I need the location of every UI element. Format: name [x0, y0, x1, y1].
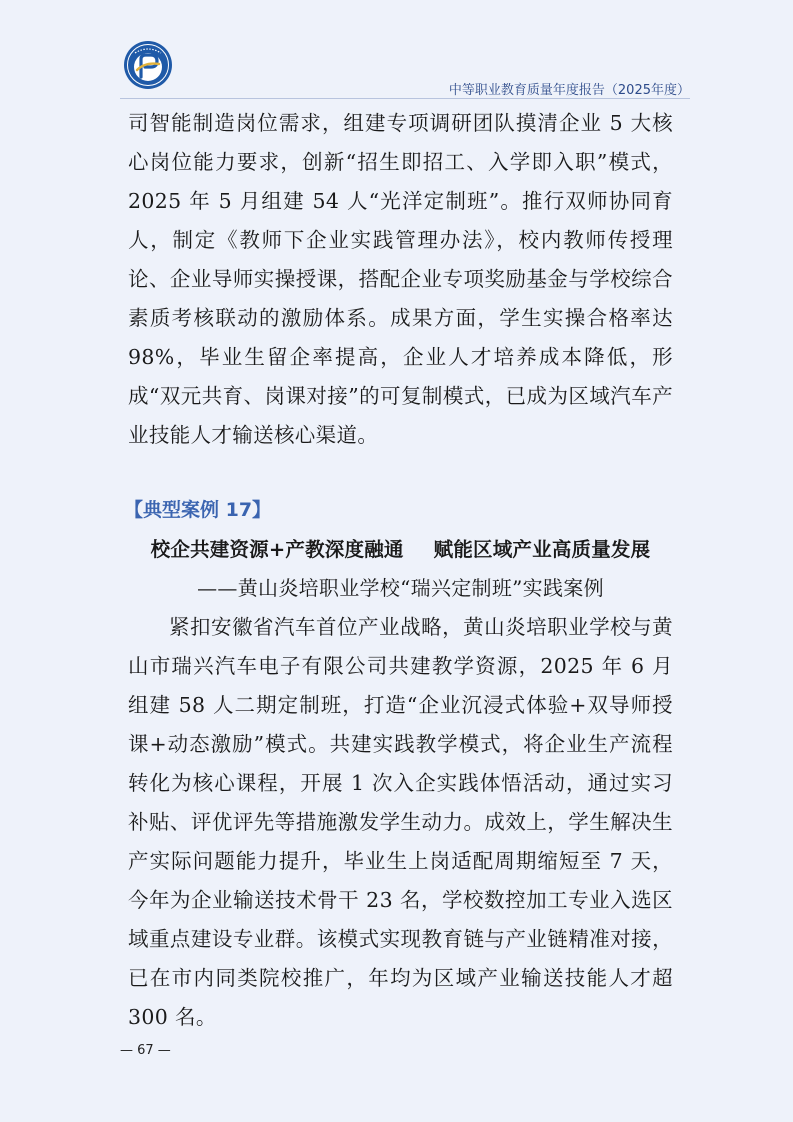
- case-paragraph: 紧扣安徽省汽车首位产业战略，黄山炎培职业学校与黄山市瑞兴汽车电子有限公司共建教学资源，2025 年 6 月组建 58 人二期定制班，打造“企业沉浸式体验+双导师授课+动态激励”模式。共建实践教学模式，将企业生产流程转化为核心课程，开展 1 次入企实践体悟活动，通过实习补贴、评优评先等措施激发学生动力。成效上，学生解决生产实际问题能力提升，毕业生上岗适配周期缩短至 7 天，今年为企业输送技术骨干 23 名，学校数控加工专业入选区域重点建设专业群。该模式实现教育链与产业链精准对接，已在市内同类院校推广，年均为区域产业输送技能人才超 300 名。: [128, 615, 673, 1029]
- school-emblem-icon: [123, 40, 173, 90]
- page-number: — 67 —: [120, 1043, 171, 1058]
- case-label: 【典型案例 17】: [124, 499, 272, 521]
- main-content: [124, 104, 673, 1037]
- case-title-part2: 赋能区域产业高质量发展: [433, 538, 651, 561]
- continued-paragraph: 司智能制造岗位需求，组建专项调研团队摸清企业 5 大核心岗位能力要求，创新“招生即招工、入学即入职”模式，2025 年 5 月组建 54 人“光洋定制班”。推行双师协同育人，制定《教师下企业实践管理办法》，校内教师传授理论、企业导师实操授课，搭配企业专项奖励基金与学校综合素质考核联动的激励体系。成果方面，学生实操合格率达 98%，毕业生留企率提高，企业人才培养成本降低，形成“双元共育、岗课对接”的可复制模式，已成为区域汽车产业技能人才输送核心渠道。: [128, 111, 673, 447]
- header-divider: [120, 98, 690, 99]
- case-title: [128, 530, 673, 569]
- case-title-part1: 校企共建资源+产教深度融通: [150, 538, 404, 561]
- case-subtitle: ——黄山炎培职业学校“瑞兴定制班”实践案例: [197, 576, 604, 600]
- report-header-title: 中等职业教育质量年度报告（2025年度）: [448, 83, 690, 98]
